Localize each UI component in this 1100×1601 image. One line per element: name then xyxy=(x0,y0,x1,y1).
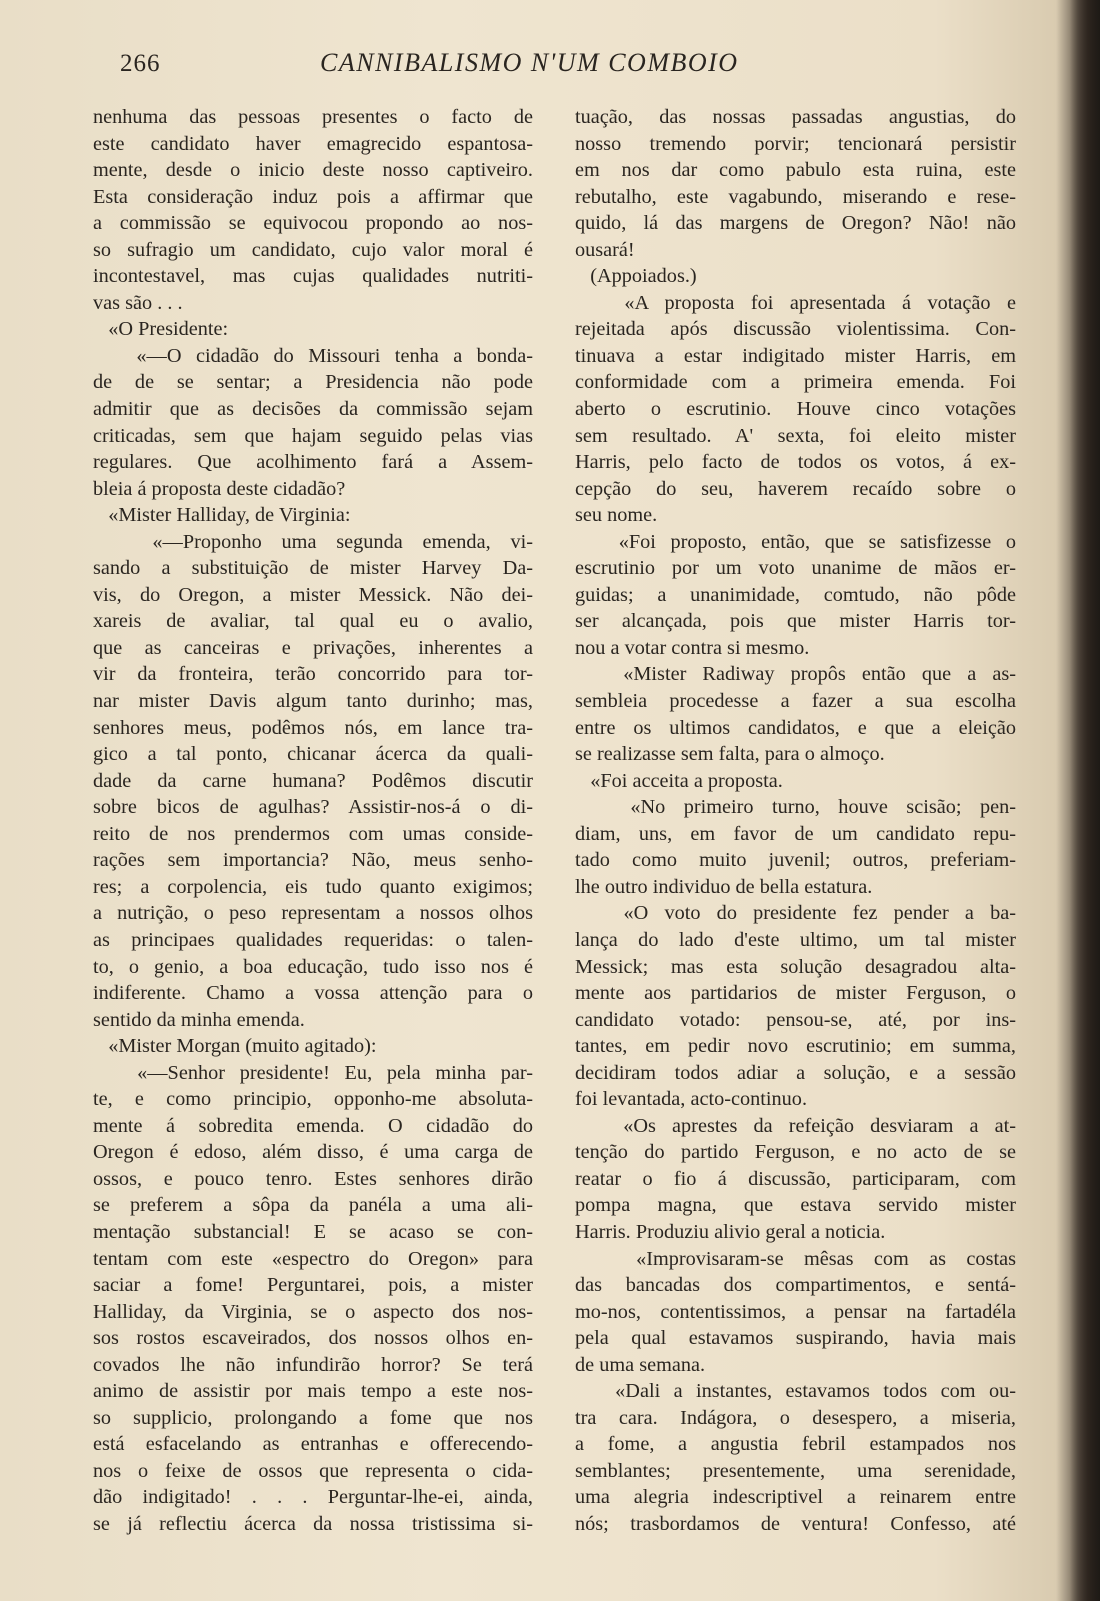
text-line: rebutalho, este vagabundo, miserando e rese- xyxy=(575,185,1016,208)
text-line: está esfacelando as entranhas e offerecendo- xyxy=(93,1433,533,1456)
running-title: CANNIBALISMO N'UM COMBOIO xyxy=(320,48,739,77)
text-line: senhores meus, podêmos nós, em lance tra- xyxy=(93,716,533,739)
text-line: Halliday, da Virginia, se o aspecto dos nos- xyxy=(93,1300,533,1323)
text-line: dade da carne humana? Podêmos discutir xyxy=(93,769,533,792)
text-line: dão indigitado! . . . Perguntar-lhe-ei, ainda, xyxy=(93,1486,533,1509)
text-line: se realizasse sem falta, para o almoço. xyxy=(575,743,885,766)
text-line: de uma semana. xyxy=(575,1353,706,1376)
text-line: a fome, a angustia febril estampados nos xyxy=(575,1433,1016,1456)
text-line: «A proposta foi apresentada á votação e xyxy=(575,291,1016,314)
text-line: tinuava a estar indigitado mister Harris, em xyxy=(575,344,1016,367)
text-line: nós; trasbordamos de ventura! Confesso, até xyxy=(575,1512,1016,1535)
text-line: conformidade com a primeira emenda. Foi xyxy=(575,371,1016,394)
text-line: a commissão se equivocou propondo ao nos- xyxy=(93,212,533,235)
text-line: este candidato haver emagrecido espantosa- xyxy=(93,132,533,155)
text-line: admitir que as decisões da commissão sejam xyxy=(93,398,533,421)
text-line: mente aos partidarios de mister Ferguson, o xyxy=(575,982,1016,1005)
text-line: tentam com este «espectro do Oregon» para xyxy=(93,1247,533,1270)
text-line: pompa magna, que estava servido mister xyxy=(575,1194,1016,1217)
text-line: cepção do seu, haverem recaído sobre o xyxy=(575,477,1016,500)
text-line: «No primeiro turno, houve scisão; pen- xyxy=(575,796,1016,819)
text-line: aberto o escrutinio. Houve cinco votações xyxy=(575,398,1016,421)
text-line: ser alcançada, pois que mister Harris tor- xyxy=(575,610,1016,633)
text-line: tuação, das nossas passadas angustias, do xyxy=(575,106,1016,128)
text-line: lança do lado d'este ultimo, um tal mister xyxy=(575,928,1016,951)
text-line: «Mister Radiway propôs então que a as- xyxy=(575,663,1016,686)
text-line: Esta consideração induz pois a affirmar que xyxy=(93,185,533,208)
text-line: nosso tremendo porvir; tencionará persistir xyxy=(575,132,1016,155)
text-line: vas são . . . xyxy=(93,291,183,314)
text-line: «Mister Halliday, de Virginia: xyxy=(93,504,351,527)
text-line: se preferem a sôpa da panéla a uma ali- xyxy=(93,1194,533,1217)
text-line: «Improvisaram-se mêsas com as costas xyxy=(575,1247,1016,1270)
text-line: so supplicio, prolongando a fome que nos xyxy=(93,1406,533,1429)
text-line: Harris, pelo facto de todos os votos, á ex- xyxy=(575,451,1016,474)
text-line: nenhuma das pessoas presentes o facto de xyxy=(93,106,533,128)
page-number: 266 xyxy=(120,50,161,77)
text-line: Harris. Produziu alivio geral a noticia. xyxy=(575,1220,886,1243)
text-line: to, o genio, a boa educação, tudo isso nos é xyxy=(93,955,533,978)
text-line: rejeitada após discussão violentissima. Con- xyxy=(575,318,1016,341)
text-line: diam, uns, em favor de um candidato repu- xyxy=(575,822,1016,845)
page-edge-shadow xyxy=(1070,0,1100,1601)
text-line: indiferente. Chamo a vossa attenção para o xyxy=(93,982,533,1005)
text-line: «Mister Morgan (muito agitado): xyxy=(93,1035,377,1058)
text-line: Oregon é edoso, além disso, é uma carga de xyxy=(93,1141,533,1164)
text-line: te, e como principio, opponho-me absoluta- xyxy=(93,1088,533,1111)
text-line: seu nome. xyxy=(575,504,658,527)
text-line: mentação substancial! E se acaso se con- xyxy=(93,1220,533,1243)
text-line: ousará! xyxy=(575,238,635,261)
text-line: criticadas, sem que hajam seguido pelas vias xyxy=(93,424,533,447)
text-line: mo-nos, contentissimos, a pensar na fartadéla xyxy=(575,1300,1016,1323)
text-line: pela qual estavamos suspirando, havia mais xyxy=(575,1327,1016,1350)
text-line: quido, lá das margens de Oregon? Não! não xyxy=(575,212,1016,235)
text-line: tantes, em pedir novo escrutinio; em summa, xyxy=(575,1035,1016,1058)
text-line: vir da fronteira, terão concorrido para tor- xyxy=(93,663,533,686)
text-line: nar mister Davis algum tanto durinho; mas, xyxy=(93,690,533,713)
text-line: que as canceiras e privações, inherentes a xyxy=(93,636,533,659)
text-line: tado como muito juvenil; outros, preferiam- xyxy=(575,849,1016,872)
text-line: «Os aprestes da refeição desviaram a at- xyxy=(575,1114,1016,1137)
text-line: reatar o fio á discussão, participaram, com xyxy=(575,1167,1016,1190)
text-line: uma alegria indescriptivel a reinarem entre xyxy=(575,1486,1016,1509)
text-line: candidato votado: pensou-se, até, por ins- xyxy=(575,1008,1016,1031)
text-line: semblantes; presentemente, uma serenidade, xyxy=(575,1459,1016,1482)
text-line: sentido da minha emenda. xyxy=(93,1008,305,1031)
text-line: das bancadas dos compartimentos, e sentá- xyxy=(575,1274,1016,1297)
text-line: «Foi acceita a proposta. xyxy=(575,769,783,792)
text-line: so sufragio um candidato, cujo valor moral é xyxy=(93,238,533,261)
text-line: decidiram todos adiar a solução, e a sessão xyxy=(575,1061,1016,1084)
text-line: (Appoiados.) xyxy=(575,265,697,288)
text-line: saciar a fome! Perguntarei, pois, a mister xyxy=(93,1274,533,1297)
text-line: sando a substituição de mister Harvey Da- xyxy=(93,557,533,580)
text-line: a nutrição, o peso representam a nossos olhos xyxy=(93,902,533,925)
text-line: «—Senhor presidente! Eu, pela minha par- xyxy=(93,1061,533,1084)
text-line: res; a corpolencia, eis tudo quanto exigimos; xyxy=(93,875,533,898)
text-line: «—Proponho uma segunda emenda, vi- xyxy=(93,530,533,553)
text-line: sem resultado. A' sexta, foi eleito mister xyxy=(575,424,1016,447)
text-line: covados lhe não infundirão horror? Se terá xyxy=(93,1353,533,1376)
text-line: as principaes qualidades requeridas: o talen- xyxy=(93,928,533,951)
text-line: xareis de avaliar, tal qual eu o avalio, xyxy=(93,610,533,633)
text-line: nos o feixe de ossos que representa o cida- xyxy=(93,1459,533,1482)
page-header xyxy=(0,46,1060,86)
text-line: foi levantada, acto-continuo. xyxy=(575,1088,808,1111)
text-line: incontestavel, mas cujas qualidades nutriti- xyxy=(93,265,533,288)
text-line: mente á sobredita emenda. O cidadão do xyxy=(93,1114,533,1137)
text-line: tra cara. Indágora, o desespero, a miseria, xyxy=(575,1406,1016,1429)
text-line: gico a tal ponto, chicanar ácerca da quali- xyxy=(93,743,533,766)
text-line: «Foi proposto, então, que se satisfizesse o xyxy=(575,530,1016,553)
text-line: «—O cidadão do Missouri tenha a bonda- xyxy=(93,344,533,367)
text-line: regulares. Que acolhimento fará a Assem- xyxy=(93,451,533,474)
text-line: ossos, e pouco tenro. Estes senhores dirão xyxy=(93,1167,533,1190)
text-line: vis, do Oregon, a mister Messick. Não dei- xyxy=(93,583,533,606)
text-line: rações sem importancia? Não, meus senho- xyxy=(93,849,533,872)
text-line: Messick; mas esta solução desagradou alta- xyxy=(575,955,1016,978)
text-line: se já reflectiu ácerca da nossa tristissima si- xyxy=(93,1512,533,1535)
right-text-column xyxy=(575,104,1016,1538)
text-line: de de se sentar; a Presidencia não pode xyxy=(93,371,533,394)
text-line: lhe outro individuo de bella estatura. xyxy=(575,875,873,898)
left-text-column xyxy=(93,104,533,1538)
text-line: «O Presidente: xyxy=(93,318,229,341)
text-line: em nos dar como pabulo esta ruina, este xyxy=(575,159,1016,182)
text-line: sos rostos escaveirados, dos nossos olhos en- xyxy=(93,1327,533,1350)
text-line: guidas; a unanimidade, comtudo, não pôde xyxy=(575,583,1016,606)
text-line: «O voto do presidente fez pender a ba- xyxy=(575,902,1016,925)
text-line: reito de nos prendermos com umas conside- xyxy=(93,822,533,845)
text-line: entre os ultimos candidatos, e que a eleição xyxy=(575,716,1016,739)
text-line: mente, desde o inicio deste nosso captiveiro. xyxy=(93,159,533,182)
text-line: «Dali a instantes, estavamos todos com ou- xyxy=(575,1380,1016,1403)
text-line: escrutinio por um voto unanime de mãos er- xyxy=(575,557,1016,580)
text-line: bleia á proposta deste cidadão? xyxy=(93,477,346,500)
text-line: nou a votar contra si mesmo. xyxy=(575,636,810,659)
text-line: sembleia procedesse a fazer a sua escolha xyxy=(575,690,1016,713)
text-line: sobre bicos de agulhas? Assistir-nos-á o di- xyxy=(93,796,533,819)
text-line: animo de assistir por mais tempo a este nos- xyxy=(93,1380,533,1403)
text-line: tenção do partido Ferguson, e no acto de se xyxy=(575,1141,1016,1164)
